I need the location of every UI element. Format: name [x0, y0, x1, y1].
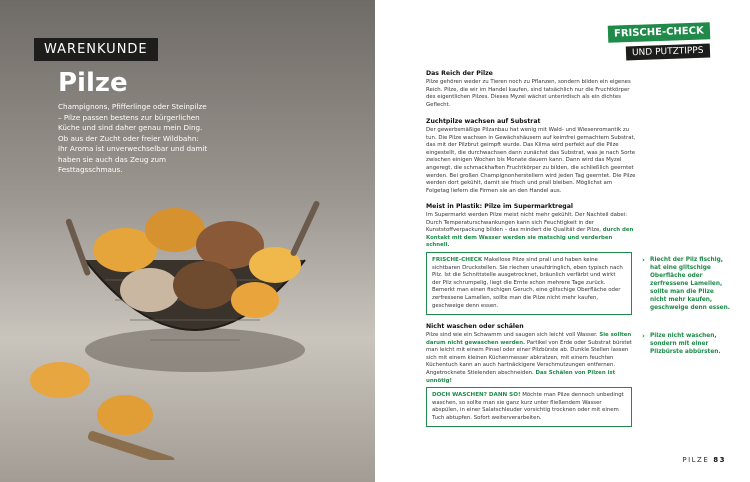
page-footer: [682, 456, 726, 464]
section-text: Pilze gehören weder zu Tieren noch zu Pflanzen, sondern bilden ein eigenes Reich. Pilze, die wir im Handel kaufen, sind tatsächlich nur die Fruchtkörper des eigentlichen Pilzes. Dieses Myzel wächst unterirdisch als ein dichtes Geflecht.: [426, 79, 631, 108]
side-note-buerste: › Pilze nicht waschen, sondern mit einer Pilzbürste abbürsten.: [642, 332, 721, 355]
section-heading: Meist in Plastik: Pilze im Supermarktregal: [426, 203, 573, 210]
section-waschen: [426, 323, 636, 385]
section-heading: Zuchtpilze wachsen auf Substrat: [426, 118, 541, 125]
page-title: Pilze: [58, 68, 128, 98]
section-supermarkt: [426, 203, 636, 250]
badge-secondary: UND PUTZTIPPS: [626, 44, 710, 61]
frische-check-box: [426, 252, 632, 315]
side-note-fischig: › Riecht der Pilz fischig, hat eine glitschige Oberfläche oder zerfressene Lamellen, sollte man die Pilze nicht mehr kaufen, geschweige denn essen.: [642, 256, 730, 311]
section-text: Pilze sind wie ein Schwamm und saugen sich leicht voll Wasser. Sie sollten darum nicht gewaschen werden. Partikel von Erde oder Substrat bürstet man leicht mit einem Pinsel oder einer Pilzbürste ab. Dunkle Stellen lassen sich mit einem kleinen Küchenmesser abkratzen, mit einem feuchten Küchentuch kann an auch hartnäckigere Verschmutzungen entfernen. Angetrocknete Stielenden abschneiden. Das Schälen von Pilzen ist unnötig!: [426, 332, 632, 384]
chevron-right-icon: ›: [642, 256, 645, 264]
box-text: Möchte man Pilze dennoch unbedingt waschen, so sollte man sie ganz kurz unter fließendem Wasser abspülen, in einer Salatschleuder vorsichtig trocknen oder mit einem Tuch abtupfen. Sofort weiterverarbeiten.: [432, 392, 624, 421]
box-heading: FRISCHE-CHECK: [432, 257, 483, 263]
intro-text: Champignons, Pfifferlinge oder Steinpilze – Pilze passen bestens zur bürgerlichen Küche und sind daher genau mein Ding. Ob aus der Zucht oder freier Wildbahn: Ihr Aroma ist unverwechselbar und damit haben sie auch das Zeug zum Festtagsschmaus.: [58, 102, 208, 174]
chevron-right-icon: ›: [642, 332, 645, 340]
box-text: Makellose Pilze sind prall und haben keine sichtbaren Druckstellen. Sie riechen unaufdringlich, eben typisch nach Pilz. Ist die Schnittstelle ausgetrocknet, bräunlich verfärbt und wirkt der Pilz schrumpelig, liegt die Ernte schon mehrere Tage zurück. Bemerkt man einen fischigen Geruch, eine glitschige Oberfläche oder zerfressene Lamellen, sollte man die Pilze nicht mehr kaufen, geschweige denn essen.: [432, 257, 623, 309]
loose-mushrooms-illustration: [20, 350, 180, 460]
footer-label: PILZE: [682, 456, 710, 464]
section-text: Im Supermarkt werden Pilze meist nicht mehr gekühlt. Der Nachteil dabei: Durch Temperaturschwankungen kann sich Feuchtigkeit in der Kunststoffverpackung bilden – das mindert die Qualität der Pilze, durch den Kontakt mit dem Wasser werden sie matschig und verderben schnell.: [426, 212, 634, 249]
frische-check-badge: [608, 22, 710, 59]
section-heading: Das Reich der Pilze: [426, 70, 493, 77]
section-text: Der gewerbsmäßige Pilzanbau hat wenig mit Wald- und Wiesenromantik zu tun. Die Pilze wachsen in Gewächshäusern auf keimfrei gemachtem Substrat, das mit der Pilzbrut geimpft wurde. Das Klima wird perfekt auf die Pilze eingestellt, die durchwachsen dann zunächst das Substrat, was je nach Sorte zwischen einigen Wochen bis Monate dauern kann. Dann wird das Myzel angeregt, die schmackhaften Fruchtkörper zu bilden, die schließlich geerntet werden. Bei großen Champignonherstellern wird jeden Tag geerntet. Die Pilze werden dort gekühlt, damit sie frisch und prall bleiben. Möglichst am Folgetag liefern die Firmen sie an den Handel aus.: [426, 127, 636, 194]
page-number: 83: [713, 456, 726, 464]
badge-primary: FRISCHE-CHECK: [608, 22, 710, 43]
box-heading: DOCH WASCHEN? DANN SO!: [432, 392, 521, 398]
section-reich: [426, 70, 636, 109]
section-tag: WARENKUNDE: [34, 38, 158, 61]
section-heading: Nicht waschen oder schälen: [426, 323, 524, 330]
section-zucht: [426, 118, 636, 195]
waschen-box: [426, 387, 632, 427]
